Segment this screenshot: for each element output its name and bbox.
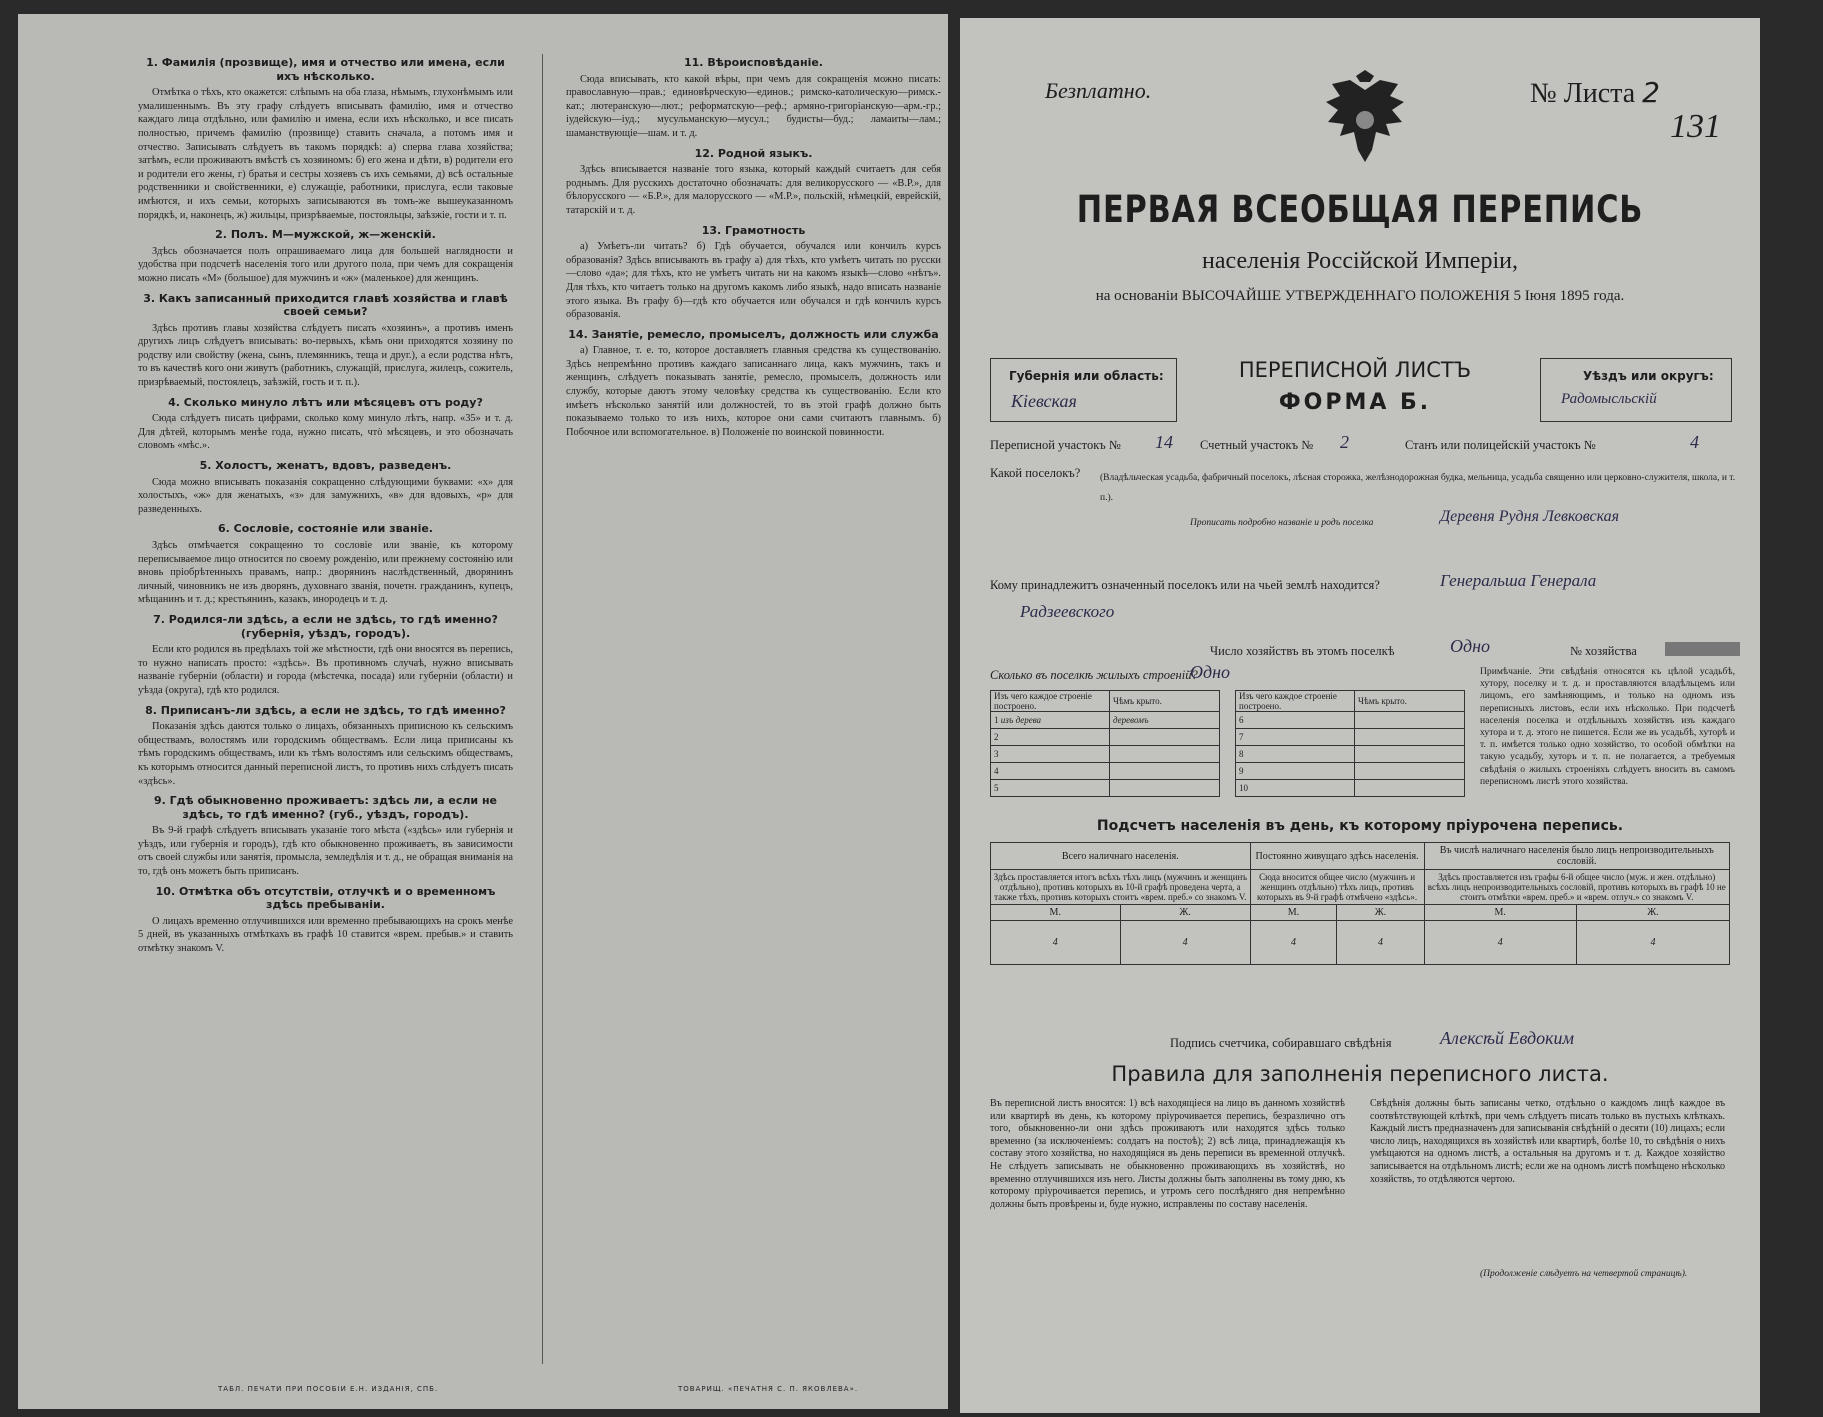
province-label: Губернія или область: xyxy=(1009,369,1164,383)
households-label: Число хозяйствъ въ этомъ поселкѣ xyxy=(1210,644,1395,658)
population-count-table: Всего наличнаго населенія. Постоянно живущаго здѣсь населенія. Въ числѣ наличнаго населенія было лицъ непроизводительныхъ сословій. Здѣсь проставляется итогъ всѣхъ тѣхъ лицъ (мужчинъ и женщинъ отдѣльно), противъ которыхъ въ 10-й графѣ проведена черта, а также тѣхъ, противъ которыхъ стоитъ «врем. преб.» со знакомъ V. Сюда вносится общее число (мужчинъ и женщинъ отдѣльно) тѣхъ лицъ, противъ которыхъ въ 9-й графѣ отмѣчено «здѣсь». Здѣсь проставляется изъ графы 6-й общее число (муж. и жен. отдѣльно) всѣхъ лицъ непроизводительныхъ сословій, противъ которыхъ въ графѣ 10 не стоитъ отмѣтки «врем. преб.» и «врем. отлуч.» со знакомъ V. М. Ж. М. Ж. М. Ж. 4 4 4 4 4 4 xyxy=(990,842,1730,965)
instruction-text: Здѣсь вписывается названіе того языка, который каждый считаетъ для себя роднымъ. Для русскихъ достаточно обозначать: для великорусского — «В.Р.», для бѣлорусского — «Б.Р.», для малорусского — «М.Р.», польскій, нѣмецкій, еврейскій, татарскій и т. д. xyxy=(566,164,941,216)
enumerator-signature: Алексѣй Евдоким xyxy=(1440,1028,1574,1048)
census-section-label: Переписной участокъ № xyxy=(990,438,1121,452)
pop-resident-male: 4 xyxy=(1250,921,1337,965)
district-label: Уѣздъ или округъ: xyxy=(1583,369,1714,383)
rules-continued-note: (Продолженіе слѣдуетъ на четвертой страницѣ). xyxy=(1480,1269,1688,1279)
pop-col-resident: Постоянно живущаго здѣсь населенія. xyxy=(1250,843,1424,870)
buildings-value: Одно xyxy=(1190,662,1231,682)
buildings-row-3: 3 xyxy=(991,746,1110,763)
household-number-redacted xyxy=(1665,642,1740,656)
count-section-value: 2 xyxy=(1340,432,1349,452)
buildings-note: Примѣчаніе. Эти свѣдѣнія относятся къ цѣлой усадьбѣ, хутору, поселку и т. д. и проставляются владѣльцемъ или лицомъ, его замѣняющимъ, и только на одномъ изъ переписныхъ листовъ, если ихъ нѣсколько. При подсчетѣ населенія поселка и отдѣльныхъ хозяйствъ изъ каждаго хутора и т. д. этого не пишется. Если же въ усадьбѣ, хуторѣ и т. п. имѣется только одно хозяйство, то особой обмѣтки на такую усадьбу, хуторъ и т. п. не полагается, а требуемыя свѣдѣнія о жилыхъ строеніяхъ слѣдуетъ вносить въ самомъ переписномъ листѣ этого хозяйства. xyxy=(1480,666,1735,787)
archive-sheet-mark: 131 xyxy=(1670,108,1721,145)
police-camp-value: 4 xyxy=(1690,432,1699,452)
buildings-row-6: 6 xyxy=(1236,712,1355,729)
instruction-heading: 12. Родной языкъ. xyxy=(694,146,813,160)
pop-col-present: Всего наличнаго населенія. xyxy=(991,843,1251,870)
free-of-charge-label: Безплатно. xyxy=(1045,78,1152,103)
settlement-label: Какой поселокъ? xyxy=(990,466,1081,480)
imperial-eagle-emblem xyxy=(1320,70,1410,175)
legal-basis: на основаніи ВЫСОЧАЙШЕ УТВЕРЖДЕННАГО ПОЛОЖЕНІЯ 5 Іюня 1895 года. xyxy=(1095,288,1625,304)
pop-nonprod-male: 4 xyxy=(1424,921,1576,965)
instruction-text: а) Главное, т. е. то, которое доставляетъ главныя средства къ существованію. Здѣсь непремѣнно противъ каждаго записаннаго лица, какъ мужчинъ, такъ и женщинъ, слѣдуетъ показывать занятіе, ремесло, промыселъ, должность или службу, которые даютъ этому человѣку средства къ существованію. Если кто имѣетъ нѣсколько занятій или должностей, то въ этой графѣ должно быть показываемо только то изъ нихъ, которое они сами считаютъ главнымъ. б) Побочное или вспомогательное. в) Положеніе по воинской повинности. xyxy=(566,345,941,438)
instruction-heading: 8. Приписанъ-ли здѣсь, а если не здѣсь, то гдѣ именно? xyxy=(145,703,506,717)
buildings-row-2: 2 xyxy=(991,729,1110,746)
enumerator-signature-label: Подпись счетчика, собиравшаго свѣдѣнія xyxy=(1170,1036,1392,1050)
buildings-col-roof: Чѣмъ крыто. xyxy=(1110,691,1220,712)
instruction-text: Здѣсь противъ главы хозяйства слѣдуетъ писать «хозяинъ», а противъ именъ другихъ лицъ слѣдуетъ вписывать: во-первыхъ, кѣмъ они приходятся хозяину по родству или свойству (жена, сынъ, племянникъ, теща и друг.), а если родства нѣтъ, то въ качествѣ кого они живутъ (работникъ, служащій, прислуга, жилецъ, сожитель, призрѣваемый, постоялецъ, заѣзжій, гость и т. п.). xyxy=(138,322,513,389)
instruction-text: Сюда можно вписывать показанія сокращенно слѣдующими буквами: «х» для холостыхъ, «ж» для женатыхъ, «з» для замужнихъ, «в» для вдовыхъ, «р» для разведенныхъ. xyxy=(138,476,513,515)
households-value: Одно xyxy=(1450,636,1491,656)
pop-present-female: 4 xyxy=(1120,921,1250,965)
buildings-table-right: Изъ чего каждое строеніе построено. Чѣмъ крыто. 6 7 8 9 10 xyxy=(1235,690,1465,797)
roof-value: деревомъ xyxy=(1113,715,1149,725)
pop-col-nonproductive: Въ числѣ наличнаго населенія было лицъ непроизводительныхъ сословій. xyxy=(1424,843,1729,870)
buildings-table-left xyxy=(990,690,1220,797)
owner-label: Кому принадлежитъ означенный поселокъ или на чьей землѣ находится? xyxy=(990,578,1380,592)
instruction-heading: 14. Занятіе, ремесло, промыселъ, должность или служба xyxy=(568,327,939,341)
population-count-title: Подсчетъ населенія въ день, къ которому пріурочена перепись. xyxy=(1096,818,1624,834)
province-value: Кіевская xyxy=(1011,391,1077,411)
instruction-text: Здѣсь отмѣчается сокращенно то сословіе или званіе, къ которому переписываемое лицо относится по своему рожденію, или прежнему состоянію или вновь пріобрѣтенныхъ правамъ, напр.: дворянинъ наслѣдственный, дворянинъ личный, чиновникъ не изъ дворянъ, духовнаго званія, почетн. гражданинъ, купецъ, мѣщанинъ и т. д.; крестьянинъ, казакъ, инородецъ и т. д. xyxy=(138,540,513,606)
buildings-row-5: 5 xyxy=(991,780,1110,797)
instructions-page xyxy=(18,14,948,1409)
buildings-col-material: Изъ чего каждое строеніе построено. xyxy=(991,691,1110,712)
rules-column-left: Въ переписной листъ вносятся: 1) всѣ находящіеся на лицо въ данномъ хозяйствѣ или квартирѣ въ день, къ которому пріурочивается перепись, безразлично отъ того, обыкновенно-ли они здѣсь проживаютъ или находятся здѣсь только временно (за исключеніемъ: солдатъ на постоѣ); 2) всѣ лица, принадлежащія къ составу этого хозяйства, но находящіяся въ день переписи въ временной отлучкѣ. Не слѣдуетъ записывать не обыкновенно проживающихъ въ хозяйствѣ, но временно отлучившихся изъ него. Листы должны быть заполнены въ тому дню, къ которому пріурочивается перепись, и утромъ сего послѣдняго дня непремѣнно должны быть провѣрены и, буде нужно, исправлены по составу населенія. xyxy=(990,1098,1345,1210)
sheet-number xyxy=(1530,76,1660,110)
instruction-text: Показанія здѣсь даются только о лицахъ, обязанныхъ приписною къ сельскимъ обществамъ, волостямъ или городскимъ обществамъ. Если лица приписаны къ тѣмъ городскимъ обществамъ, или къ тѣмъ волостямъ или сельскимъ обществамъ, къ которымъ относится данный переписной листъ, то противъ нихъ слѣдуетъ писать «здѣсь». xyxy=(138,721,513,787)
page-title: ПЕРВАЯ ВСЕОБЩАЯ ПЕРЕПИСЬ xyxy=(1076,188,1644,231)
buildings-row-10: 10 xyxy=(1236,780,1355,797)
settlement-hint-name: Прописать подробно названіе и родъ поселка xyxy=(1190,518,1374,528)
instruction-heading: 3. Какъ записанный приходится главѣ хозяйства и главѣ своей семьи? xyxy=(143,291,508,319)
instruction-text: Здѣсь обозначается полъ опрашиваемаго лица для большей наглядности и удобства при подсчетѣ населенія того или другого пола, при чемъ для сокращенія можно писать «М» (большое) для мужчинъ и «ж» (маленькое) для женщинъ. xyxy=(138,245,513,284)
buildings-row-4: 4 xyxy=(991,763,1110,780)
pop-nonprod-female: 4 xyxy=(1576,921,1729,965)
buildings-row-9: 9 xyxy=(1236,763,1355,780)
instructions-column-left xyxy=(138,50,513,959)
settlement-hint: (Владѣльческая усадьба, фабричный поселокъ, лѣсная сторожка, желѣзнодорожная будка, мельница, усадьба священно или церковно-служителя, школа, и т. п.). xyxy=(1100,473,1736,503)
sheet-number-label: № Листа xyxy=(1530,78,1636,109)
instruction-text: Сюда вписывать, кто какой вѣры, при чемъ для сокращенія можно писать: православную—прав.; единовѣрческую—единов.; римско-католическую—римск.-кат.; лютеранскую—лют.; реформатскую—реф.; армяно-григоріанскую—арм.-гр.; іудейскую—іуд.; мусульманскую—мусул.; будисты—буд.; ламаиты—лам.; шаманствующіе—шам. и т. д. xyxy=(566,73,941,139)
instruction-heading: 9. Гдѣ обыкновенно проживаетъ: здѣсь ли, а если не здѣсь, то гдѣ именно? (губ., уѣздъ, городъ). xyxy=(153,794,498,821)
printer-imprint-left: ТАБЛ. ПЕЧАТИ ПРИ ПОСОБІИ Е.Н. ИЗДАНІЯ, СПБ. xyxy=(218,1385,439,1393)
instruction-heading: 11. Вѣроисповѣданіе. xyxy=(684,56,823,69)
count-section-label: Счетный участокъ № xyxy=(1200,438,1314,452)
buildings-row-7: 7 xyxy=(1236,729,1355,746)
column-divider xyxy=(542,54,543,1364)
rules-title: Правила для заполненія переписного листа. xyxy=(1111,1062,1609,1086)
printer-imprint-right: ТОВАРИЩ. «ПЕЧАТНЯ С. П. ЯКОВЛЕВА». xyxy=(678,1385,859,1393)
buildings-row-8: 8 xyxy=(1236,746,1355,763)
household-number-label: № хозяйства xyxy=(1570,644,1637,658)
settlement-value: Деревня Рудня Левковская xyxy=(1440,508,1620,525)
buildings-label: Сколько въ поселкѣ жилыхъ строеній? xyxy=(990,668,1198,682)
instruction-text: О лицахъ временно отлучившихся или временно пребывающихъ на срокъ менѣе 5 дней, въ указанныхъ отмѣткахъ въ графѣ 10 ставится «врем. пребыв.» и ставить отмѣтку знакомъ V. xyxy=(138,915,513,955)
census-section-value: 14 xyxy=(1155,432,1173,452)
instruction-heading: 13. Грамотность xyxy=(701,223,806,237)
instruction-heading: 4. Сколько минуло лѣтъ или мѣсяцевъ отъ роду? xyxy=(168,395,483,409)
instruction-heading: 5. Холостъ, женатъ, вдовъ, разведенъ. xyxy=(199,459,452,473)
instruction-heading: 2. Полъ. М—мужской, ж—женскій. xyxy=(215,228,436,242)
district-box xyxy=(1540,358,1732,422)
form-name: ФОРМА Б. xyxy=(1278,390,1432,415)
police-camp-label: Станъ или полицейскій участокъ № xyxy=(1405,438,1596,452)
pop-resident-female: 4 xyxy=(1337,921,1424,965)
instruction-text: Въ 9-й графѣ слѣдуетъ вписывать указаніе того мѣста («здѣсь» или губернія и уѣздъ, или губернія и городъ), гдѣ кто обыкновенно проживаетъ, въ зависимости отъ своей службы или занятія, промысла, земледѣлія и т. д., не обращая вниманія на то, гдѣ онъ можетъ быть приписанъ. xyxy=(138,825,513,878)
material-value: изъ дерева xyxy=(1000,715,1042,725)
owner-value-cont: Радзеевского xyxy=(1020,602,1115,621)
instruction-heading: 7. Родился-ли здѣсь, а если не здѣсь, то гдѣ именно? (губернія, уѣздъ, городъ). xyxy=(153,612,498,640)
page-subtitle: населенія Россійской Имперіи, xyxy=(1202,248,1518,274)
pop-present-male: 4 xyxy=(991,921,1121,965)
instruction-heading: 1. Фамилія (прозвище), имя и отчество или имена, если ихъ нѣсколько. xyxy=(146,56,505,83)
instructions-column-right xyxy=(566,50,941,442)
buildings-row-1: 1 изъ дерева xyxy=(991,712,1110,729)
instruction-text: Сюда слѣдуетъ писать цифрами, сколько кому минуло лѣтъ, напр. «35» и т. д. Для дѣтей, которымъ менѣе года, нужно писать, чтò мѣсяцевъ, и это обозначать словомъ «мѣс.». xyxy=(138,413,513,452)
instruction-text: а) Умѣетъ-ли читать? б) Гдѣ обучается, обучался или кончилъ курсъ образованія? Здѣсь вписывають въ графу а) для тѣхъ, кто умѣетъ читать по русски—слово «да»; для тѣхъ, кто не умѣетъ читать ни на какомъ языкѣ—слово «нѣтъ». Для тѣхъ, кто читаетъ только на другомъ какомъ либо языкѣ, надо вписать названіе этого языка. Въ графу б)—гдѣ кто обучается или обучался и гдѣ кончилъ курсъ образованія. xyxy=(566,241,941,321)
rules-column-right: Свѣдѣнія должны быть записаны четко, отдѣльно о каждомъ лицѣ каждое въ соотвѣтствующей клѣткѣ, при чемъ слѣдуетъ писать только въ пустыхъ клѣткахъ. Каждый листъ предназначенъ для записыванія свѣдѣній о десяти (10) лицахъ; если число лицъ, находящихся въ хозяйствѣ или квартирѣ, болѣе 10, то свѣдѣнія о нихъ умѣщаются на одномъ листѣ, а остальныя на другомъ и т. д. Каждое хозяйство записывается на отдѣльномъ листѣ; если же на одномъ листѣ помѣщено нѣсколько хозяйствъ, то отдѣляются чертою. xyxy=(1370,1098,1725,1185)
owner-value: Генеральша Генерала xyxy=(1440,571,1597,590)
instruction-text: Отмѣтка о тѣхъ, кто окажется: слѣпымъ на оба глаза, нѣмымъ, глухонѣмымъ или умалишеннымъ. Въ эту графу слѣдуетъ вписывать фамилію, имя и отчество каждаго лица отдѣльно, или фамилію и имена, если ихъ нѣсколько, и все писать полностью, причемъ фамилію (прозвище) ставить сначала, а потомъ имя и отчество. Записывать слѣдуетъ въ такомъ порядкѣ: а) сперва глава хозяйства; затѣмъ, если проживаютъ вмѣстѣ съ хозяиномъ: б) его жена и дѣти, в) родители его и родители его жены, г) братья и сестры хозяевъ съ ихъ семьями, д) всѣ остальные родственники и свойственники, е) служащіе, работники, прислуга, если таковые имѣются, и ихъ семьи, которыхъ записываются въ томъ-же вышеуказанномъ порядкѣ, и, наконецъ, ж) жильцы, призрѣваемые, постояльцы, заѣзжіе, гости и т. п. xyxy=(138,87,513,221)
form-title: ПЕРЕПИСНОЙ ЛИСТЪ xyxy=(1238,358,1472,382)
province-box xyxy=(990,358,1177,422)
instruction-heading: 10. Отмѣтка объ отсутствіи, отлучкѣ и о временномъ здѣсь пребываніи. xyxy=(155,884,496,912)
sheet-number-value: 2 xyxy=(1642,76,1660,109)
district-value: Радомысльскій xyxy=(1561,391,1657,407)
census-form-page xyxy=(960,18,1760,1413)
instruction-heading: 6. Сословіе, состояніе или званіе. xyxy=(218,522,433,536)
instruction-text: Если кто родился въ предѣлахъ той же мѣстности, гдѣ они вносятся въ перепись, то нужно написать просто: «здѣсь». Въ противномъ случаѣ, нужно вписывать названіе губерніи (области) и города (мѣстечка, посада) или губерніи (области) и уѣзда (округа), гдѣ кто родился. xyxy=(138,644,513,696)
